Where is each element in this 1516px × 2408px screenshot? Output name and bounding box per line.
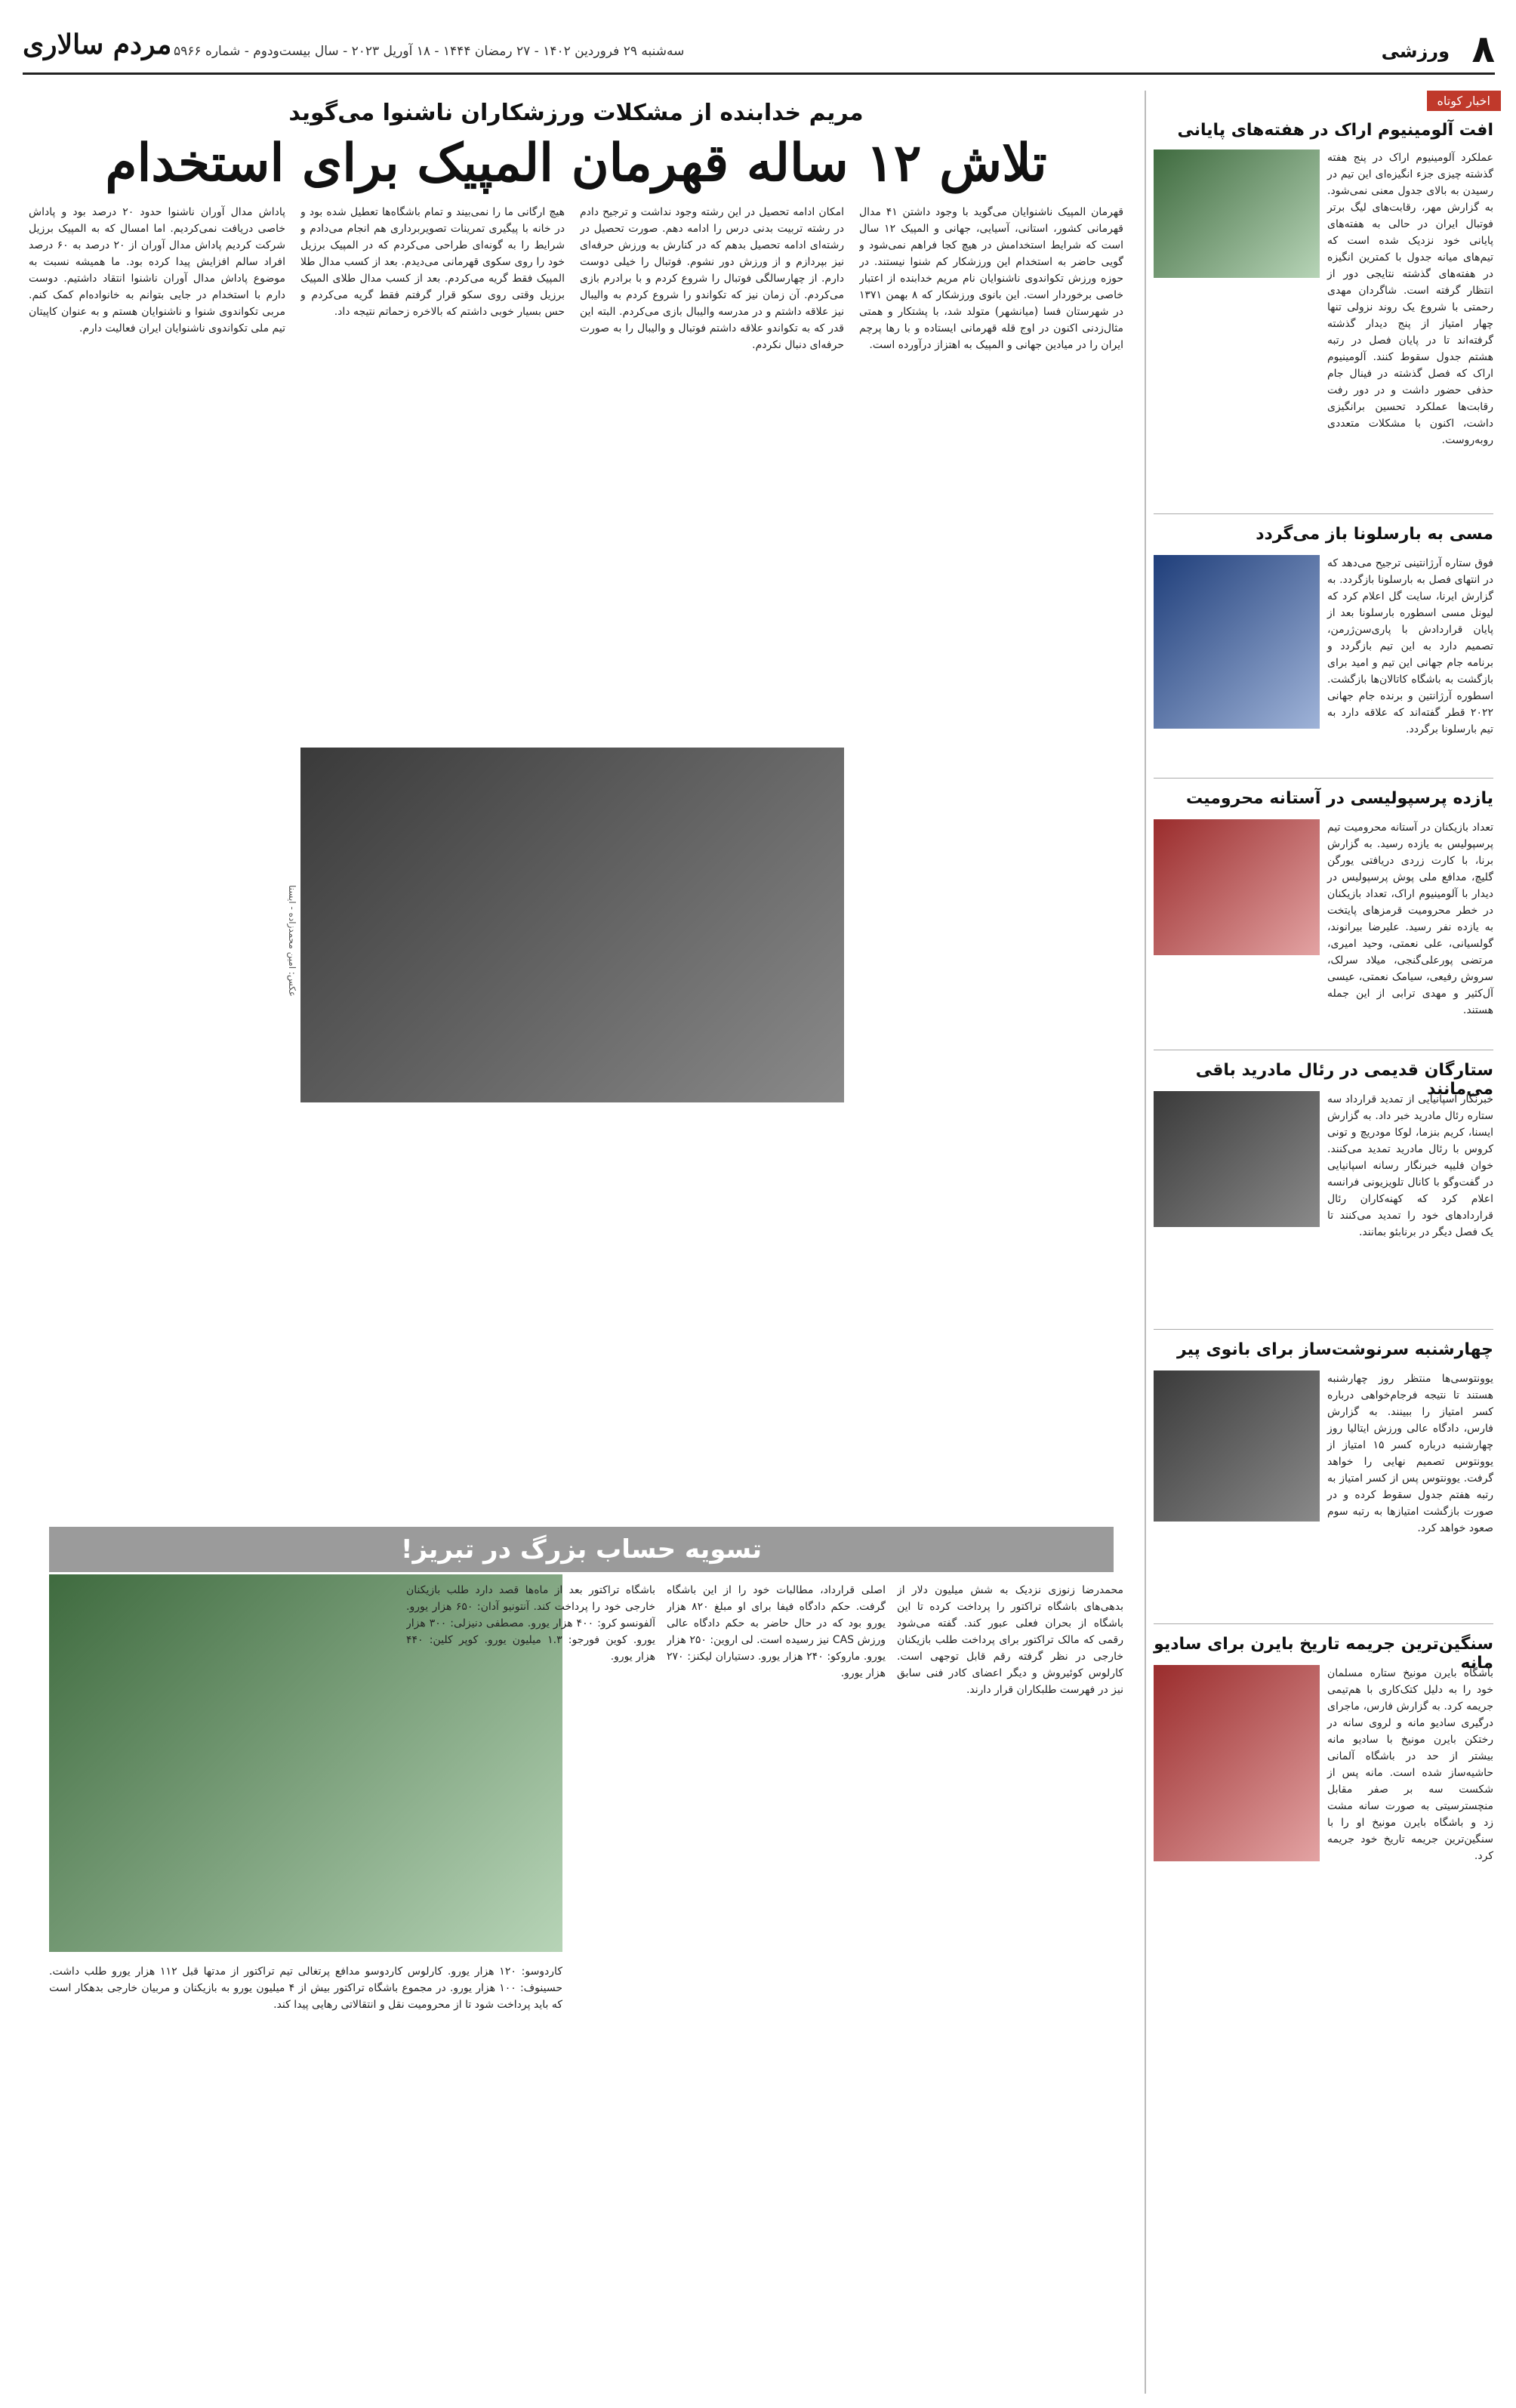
section-name: ورزشی [1381,41,1450,62]
tabriz-headline: تسویه حساب بزرگ در تبریز! [49,1527,1114,1572]
sidebar-headline: افت آلومینیوم اراک در هفته‌های پایانی [1177,121,1493,140]
interview-photo [300,748,844,1102]
news-photo [1154,819,1320,955]
news-photo [1154,150,1320,278]
news-photo [1154,1370,1320,1522]
sidebar-tag: اخبار کوتاه [1427,91,1501,111]
sidebar-headline: سنگین‌ترین جریمه تاریخ بایرن برای سادیو مانه [1154,1635,1493,1673]
article-column: قهرمان المپیک ناشنوایان می‌گوید با وجود داشتن ۴۱ مدال قهرمانی کشور، استانی، آسیایی، جهانی و المپیک ۱۲ سال است که شرایط استخدامش در هیچ کجا فراهم نمی‌شود و گویی حاضر به استخدام این ورزشکار کم شنوا نیستند. در حوزه ورزش تکواندوی ناشنوایان نام مریم خدابنده از اعتبار خاصی برخوردار است. این بانوی ورزشکار که ۸ بهمن ۱۳۷۱ در شهرستان فسا (میانشهر) متولد شد، با پشتکار و همتی مثال‌زدنی اکنون در اوج قله قهرمانی ایستاده و با رها پرچم ایران را در میادین جهانی و المپیک به اهتزاز درآورده است. [859,206,1123,351]
issue-info: سه‌شنبه ۲۹ فروردین ۱۴۰۲ - ۲۷ رمضان ۱۴۴۴ - ۱۸ آوریل ۲۰۲۳ - سال بیست‌ودوم - شماره ۵۹۶۶ [174,44,685,59]
sidebar-text: تعداد بازیکنان در آستانه محرومیت تیم پرسپولیس به یازده رسید. به گزارش برنا، با کارت زردی دریافتی یورگن گلیچ، مدافع ملی پوش پرسپولیس در دیدار با آلومینیوم اراک، تعداد بازیکنان در خطر محرومیت قرمزهای پایتخت به یازده نفر رسید. علیرضا بیرانوند، گولسیانی، علی نعمتی، وحید امیری، مرتضی پورعلی‌گنجی، میلاد سرلک، سروش رفیعی، سیامک نعمتی، عیسی آل‌کثیر و مهدی ترابی از این جمله هستند. [1327,822,1493,1016]
sidebar-text: خبرنگار اسپانیایی از تمدید قرارداد سه ستاره رئال مادرید خبر داد. به گزارش ایسنا، کریم بنزما، لوکا مودریچ و تونی کروس با رئال مادرید تمدید می‌کنند. خوان فلیپه خبرنگار رسانه اسپانیایی در گفت‌وگو با کانال تلویزیونی فرانسه اعلام کرد که کهنه‌کاران رئال قراردادهای خود را تمدید می‌کنند تا یک فصل دیگر در برنابئو بمانند. [1327,1093,1493,1238]
article-column: اصلی قرارداد، مطالبات خود را از این باشگاه گرفت. حکم دادگاه فیفا برای او مبلغ ۸۲۰ هزار یورو بود که در حال حاضر به حکم دادگاه عالی ورزش CAS نیز رسیده است. لی اروین: ۲۵۰ هزار یورو. ماروکو: ۲۴۰ هزار یورو. دستیاران لیکنز: ۲۷۰ هزار یورو. [667,1584,886,1679]
article-column: باشگاه تراکتور بعد از ماه‌ها قصد دارد طلب بازیکنان خارجی خود را پرداخت کند. آنتونیو آدان: ۶۵۰ هزار یورو. آلفونسو کرو: ۴۰۰ هزار یورو. مصطفی دنیزلی: ۳۰۰ هزار یورو. کوین فورجو: ۱.۳ میلیون یورو. کوپر کلین: ۴۴۰ هزار یورو. [406,1584,655,1663]
photo-credit: عکس: امین محمدزاده - ایسنا [287,884,297,997]
sidebar-headline: ستارگان قدیمی در رئال مادرید باقی می‌مانند [1195,1061,1493,1099]
news-photo [1154,555,1320,729]
masthead [23,27,1495,75]
news-sidebar [1145,91,1501,2394]
newspaper-logo: مردم سالاری [23,29,172,60]
article-headline: تلاش ۱۲ ساله قهرمان المپیک برای استخدام [105,133,1047,193]
sidebar-headline: مسی به بارسلونا باز می‌گردد [1256,525,1493,544]
article-column: امکان ادامه تحصیل در این رشته وجود نداشت و ترجیح دادم در رشته تربیت بدنی درس را ادامه دهم. صورت تحصیل در رشته‌ای ادامه تحصیل بدهم که در کنارش به ورزش حرفه‌ای نیز بپردازم و از ورزش دور نشوم. فوتبال را خیلی دوست دارم. از چهارسالگی فوتبال را شروع کردم و با برادرم بازی می‌کردم. آن زمان نیز که تکواندو را شروع کردم به والیبال نیز علاقه داشتم و در مدرسه والیبال بازی می‌کردم. البته این قدر که به تکواندو علاقه داشتم فوتبال و والیبال را به صورت حرفه‌ای دنبال نکردم. [580,206,844,351]
article-column: هیچ ارگانی ما را نمی‌بیند و تمام باشگاه‌ها تعطیل شده بود و در خانه با پیگیری تمرینات تصویربرداری هم انجام می‌دادم و شرایط را به گونه‌ای طراحی می‌کردم که در المپیک برزیل خود را روی سکوی قهرمانی می‌دیدم. بعد از کسب مدال طلا المپیک فقط گریه می‌کردم. بعد از کسب مدال طلای المپیک برزیل وقتی روی سکو قرار گرفتم فقط گریه می‌کردم و حس بسیار خوبی داشتم که بالاخره زحماتم نتیجه داد. [300,206,565,318]
news-photo [1154,1665,1320,1861]
page-number: ۸ [1471,27,1495,71]
sidebar-text: فوق ستاره آرژانتینی ترجیح می‌دهد که در انتهای فصل به بارسلونا بازگردد. به گزارش ایرنا، سایت گل اعلام کرد که لیونل مسی اسطوره بارسلونا بعد از پایان قراردادش با پاری‌سن‌ژرمن، تصمیم دارد به این تیم بازگردد و برنامه جام جهانی این تیم و امید برای بازگشت به باشگاه کاتالان‌ها بازگشت. اسطوره آرژانتین و برنده جام جهانی ۲۰۲۲ قطر گفته‌اند که علاقه دارد به تیم بارسلونا برگردد. [1327,557,1493,735]
sidebar-text: یوونتوسی‌ها منتظر روز چهارشنبه هستند تا نتیجه فرجام‌خواهی درباره کسر امتیاز را ببینند. به گزارش فارس، دادگاه عالی ورزش ایتالیا روز چهارشنبه درباره کسر ۱۵ امتیاز از یوونتوس تصمیم نهایی را خواهد گرفت. یوونتوس پس از کسر امتیاز به رتبه هفتم جدول سقوط کرده و در صورت بازگشت امتیازها به رتبه سوم صعود خواهد کرد. [1327,1373,1493,1534]
article-supertitle: مریم خدابنده از مشکلات ورزشکاران ناشنوا می‌گوید [288,100,864,126]
article-column: محمدرضا زنوزی نزدیک به شش میلیون دلار از بدهی‌های باشگاه تراکتور را پرداخت کرده تا این باشگاه از بحران فعلی عبور کند. گفته می‌شود رقمی که مالک تراکتور برای پرداخت طلب بازیکنان خارجی در نظر گرفته رقم قابل توجهی است. کارلوس کوئیروش و دیگر اعضای کادر فنی سابق نیز در فهرست طلبکاران قرار دارند. [897,1584,1123,1696]
sidebar-text: باشگاه بایرن مونیخ ستاره مسلمان خود را به دلیل کتک‌کاری با هم‌تیمی جریمه کرد. به گزارش فارس، ماجرای درگیری سادیو مانه و لروی سانه در رختکن بایرن مونیخ با سادیو مانه بیشتر از حد در باشگاه آلمانی حاشیه‌ساز شده است. مانه پس از شکست سه بر صفر مقابل منچسترسیتی به صورت سانه مشت زد و باشگاه بایرن مونیخ او را با سنگین‌ترین جریمه تاریخ خود جریمه کرد. [1327,1667,1493,1862]
article-column: پاداش مدال آوران ناشنوا حدود ۲۰ درصد بود و پاداش خاصی دریافت نمی‌کردیم. اما امسال که به المپیک برزیل شرکت کردیم پاداش مدال آوران از ۲۰ درصد به ۶۰ درصد افراد سالم افزایش پیدا کرده بود. ما همیشه نسبت به موضوع پاداش مدال آوران ناشنوا انتقاد داشتیم. دوست دارم با استخدام در جایی بتوانم به خانواده‌ام کمک کنم. مربی تکواندوی شنوا و ناشنوایان هستم و به عنوان کاپیتان تیم ملی تکواندوی ناشنوایان ایران فعالیت دارم. [29,206,285,335]
sidebar-headline: چهارشنبه سرنوشت‌ساز برای بانوی پیر [1176,1340,1493,1359]
sidebar-headline: یازده پرسپولیسی در آستانه محرومیت [1185,789,1493,808]
sidebar-text: عملکرد آلومینیوم اراک در پنج هفته گذشته چیزی جزء انگیزه‌ای این تیم در رسیدن به بالای جدول معنی نمی‌شود. به گزارش مهر، رقابت‌های لیگ برتر فوتبال ایران در حالی به هفته‌های پایانی خود نزدیک شده است که تیم‌های میانه جدول با کمترین انگیزه در هفته‌های گذشته نتایجی دور از انتظار گرفته است. شاگردان مهدی رحمتی با شروع یک روند نزولی تنها چهار امتیاز از پنج دیدار گذشته گرفته‌اند تا در پایان فصل در رتبه هشتم جدول سقوط کنند. آلومینیوم اراک که فصل گذشته در فینال جام حذفی حضور داشت و در دور رفت رقابت‌ها عملکرد تحسین برانگیزی داشت، اکنون با مشکلات متعددی روبه‌روست. [1327,152,1493,446]
news-photo [1154,1091,1320,1227]
article-column: کاردوسو: ۱۲۰ هزار یورو. کارلوس کاردوسو مدافع پرتغالی تیم تراکتور از مدتها قبل ۱۱۲ هزار یورو طلب داشت. حسینوف: ۱۰۰ هزار یورو. در مجموع باشگاه تراکتور بیش از ۴ میلیون یورو به بازیکنان و مربیان خارجی بدهکار است که باید پرداخت شود تا از محرومیت نقل و انتقالاتی رهایی پیدا کند. [49,1966,562,2011]
